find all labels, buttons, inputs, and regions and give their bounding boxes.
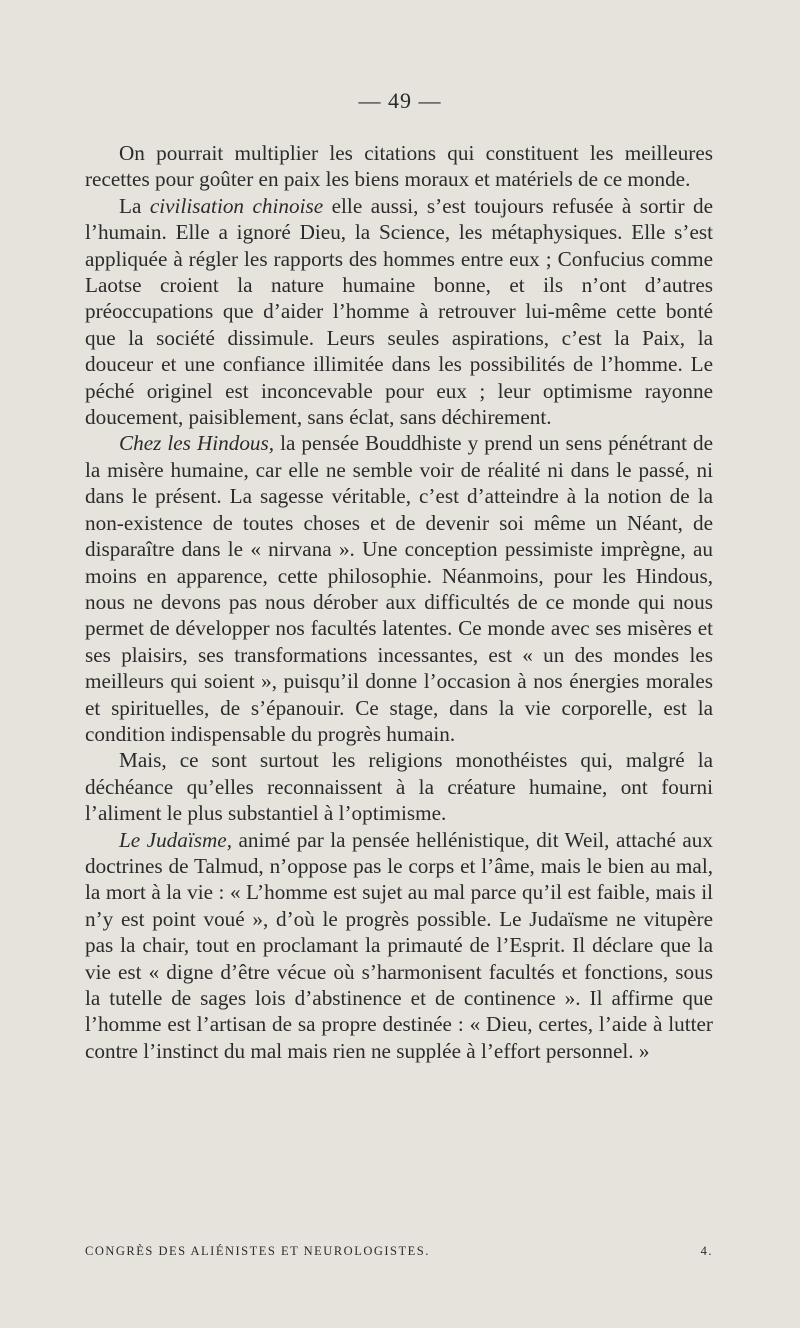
footer-title: CONGRÈS DES ALIÉNISTES ET NEUROLOGISTES. bbox=[85, 1244, 430, 1258]
page-footer bbox=[85, 1244, 713, 1259]
paragraph-2-text: elle aussi, s’est toujours refusée à sortir de l’humain. Elle a ignoré Dieu, la Science, les métaphysiques. Elle s’est appliquée à régler les rapports des hommes entre eux ; Confucius comme Laotse croient la nature humaine bonne, et ils n’ont d’autres préoccupations que d’aider l’homme à retrouver lui-même cette bonté que la société dissimule. Leurs seules aspirations, c’est la Paix, la douceur et une confiance illimitée dans les possibilités de l’homme. Le péché originel est inconcevable pour eux ; leur optimisme rayonne doucement, paisiblement, sans éclat, sans déchirement. bbox=[85, 193, 714, 430]
paragraph-3-text: la pensée Bouddhiste y prend un sens pénétrant de la misère humaine, car elle ne semble voir de réalité ni dans le passé, ni dans le présent. La sagesse véritable, c’est d’atteindre à la notion de la non-existence de toutes choses et de devenir soi même un Néant, de disparaître dans le « nirvana ». Une conception pessimiste imprègne, au moins en apparence, cette philosophie. Néanmoins, pour les Hindous, nous ne devons pas nous dérober aux difficultés de ce monde qui nous permet de développer nos facultés latentes. Ce monde avec ses misères et ses plaisirs, ses transformations incessantes, est « un des mondes les meilleurs qui soient », puisqu’il donne l’occasion à nos énergies morales et spirituelles, de s’épanouir. Ce stage, dans la vie corporelle, est la condition indispensable du progrès humain. bbox=[85, 431, 714, 746]
paragraph-1-text: On pourrait multiplier les citations qui constituent les meilleures recettes pour goûter en paix les biens moraux et matériels de ce monde. bbox=[85, 141, 713, 192]
paragraph-2-italic: civilisation chinoise bbox=[149, 193, 324, 218]
paragraph-4 bbox=[85, 747, 713, 826]
paragraph-4-text: Mais, ce sont surtout les religions monothéistes qui, malgré la déchéance qu’elles reconnaissent à la créature humaine, ont fourni l’aliment le plus substantiel à l’optimisme. bbox=[85, 748, 713, 826]
paragraph-5-text: animé par la pensée hellénistique, dit Weil, attaché aux doctrines de Talmud, n’oppose pas le corps et l’âme, mais le bien au mal, la mort à la vie : « L’homme est sujet au mal parce qu’il est faible, mais il n’y est point voué », d’où le progrès possible. Le Judaïsme ne vitupère pas la chair, tout en proclamant la primauté de l’Esprit. Il déclare que la vie est « digne d’être vécue où s’harmonisent facultés et fonctions, sous la tutelle de sages lois d’abstinence et de continence ». Il affirme que l’homme est l’artisan de sa propre destinée : « Dieu, certes, l’aide à lutter contre l’instinct du mal mais rien ne supplée à l’effort personnel. » bbox=[85, 827, 713, 1063]
footer-signature: 4. bbox=[700, 1244, 713, 1258]
page-number: — 49 — bbox=[358, 88, 442, 113]
paragraph-2 bbox=[85, 193, 713, 431]
paragraph-3-italic: Chez les Hindous, bbox=[119, 431, 275, 456]
body-text bbox=[85, 140, 713, 1064]
paragraph-5-italic: Le Judaïsme, bbox=[119, 827, 232, 852]
paragraph-5 bbox=[85, 827, 713, 1065]
paragraph-3 bbox=[85, 430, 713, 747]
paragraph-1 bbox=[85, 140, 713, 193]
paragraph-2-lead: La bbox=[119, 193, 150, 218]
